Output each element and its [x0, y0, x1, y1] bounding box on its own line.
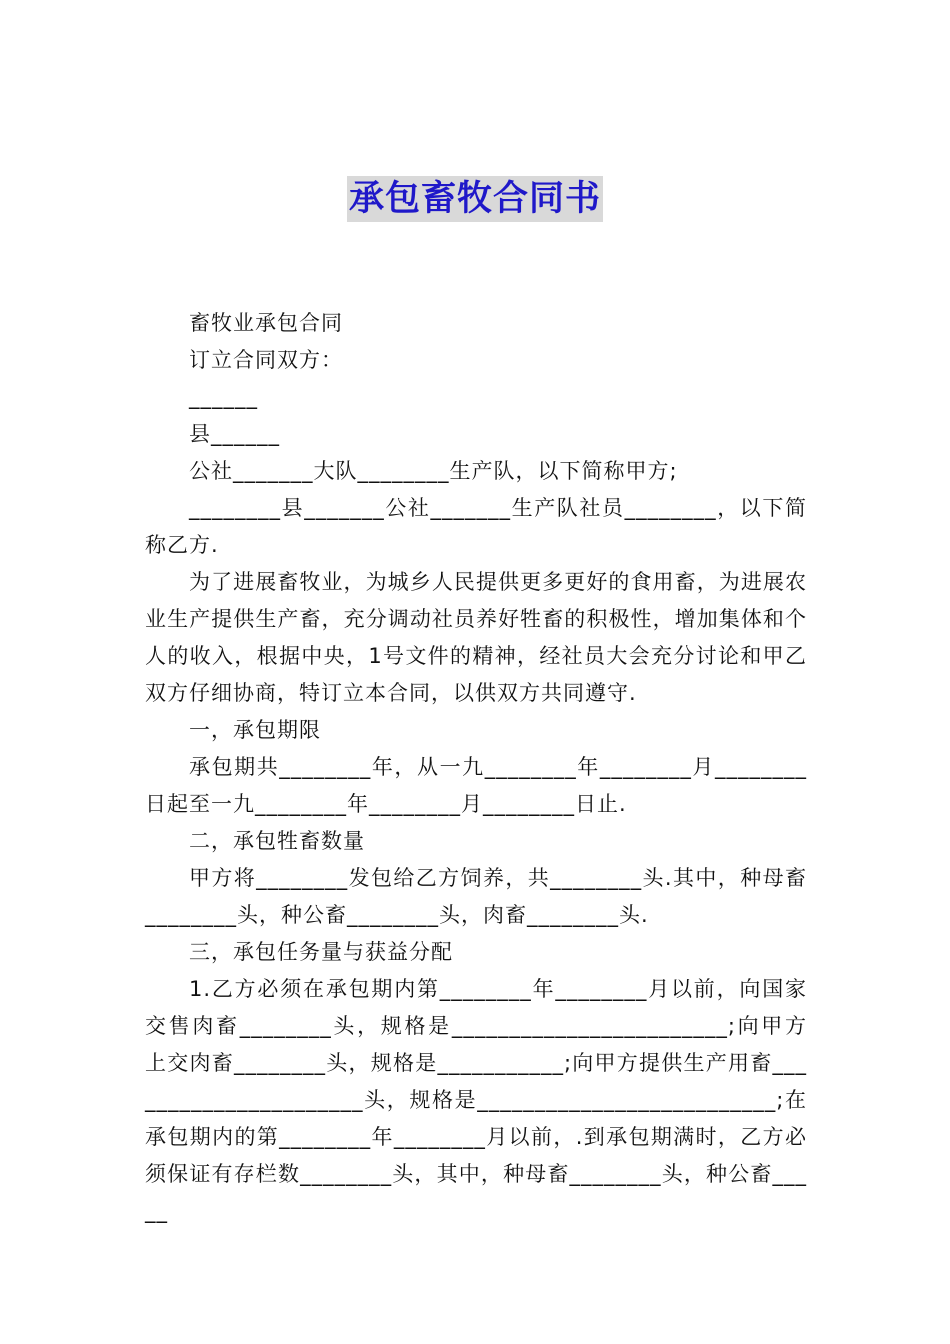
paragraph-county: 县______: [189, 422, 280, 446]
paragraph-purpose: 为了进展畜牧业，为城乡人民提供更多更好的食用畜，为进展农业生产提供生产畜，充分调动社员养好牲畜的积极性，增加集体和个人的收入，根据中央，1号文件的精神，经社员大会充分讨论和甲乙双方仔细协商，特订立本合同，以供双方共同遵守.: [145, 570, 807, 705]
paragraph-party-a: 公社_______大队________生产队，以下简称甲方;: [189, 459, 678, 483]
section-heading-quantity: 二，承包牲畜数量: [189, 829, 365, 853]
section-heading-term: 一，承包期限: [189, 718, 321, 742]
paragraph-party-b: ________县_______公社_______生产队社员________，以下简称乙方.: [145, 496, 807, 557]
document-title: 承包畜牧合同书: [347, 176, 603, 222]
title-container: [0, 176, 950, 222]
section-heading-tasks: 三，承包任务量与获益分配: [189, 940, 453, 964]
paragraph-quantity: 甲方将________发包给乙方饲养，共________头.其中，种母畜________头，种公畜________头，肉畜________头.: [145, 866, 807, 927]
paragraph-tasks: 1.乙方必须在承包期内第________年________月以前，向国家交售肉畜________头，规格是________________________;向甲方上交肉畜________头，规格是___________;向甲方提供生产用畜______________________头，规格是__________________________;在承包期内的第________年________月以前，.到承包期满时，乙方必须保证有存栏数________头，其中，种母畜________头，种公畜_____: [145, 977, 807, 1223]
document-body: [145, 305, 807, 1230]
paragraph-heading: 畜牧业承包合同: [189, 311, 343, 335]
paragraph-blank: ______: [189, 385, 258, 409]
paragraph-term: 承包期共________年，从一九________年________月________日起至一九________年________月________日止.: [145, 755, 807, 816]
paragraph-parties: 订立合同双方：: [189, 348, 343, 372]
